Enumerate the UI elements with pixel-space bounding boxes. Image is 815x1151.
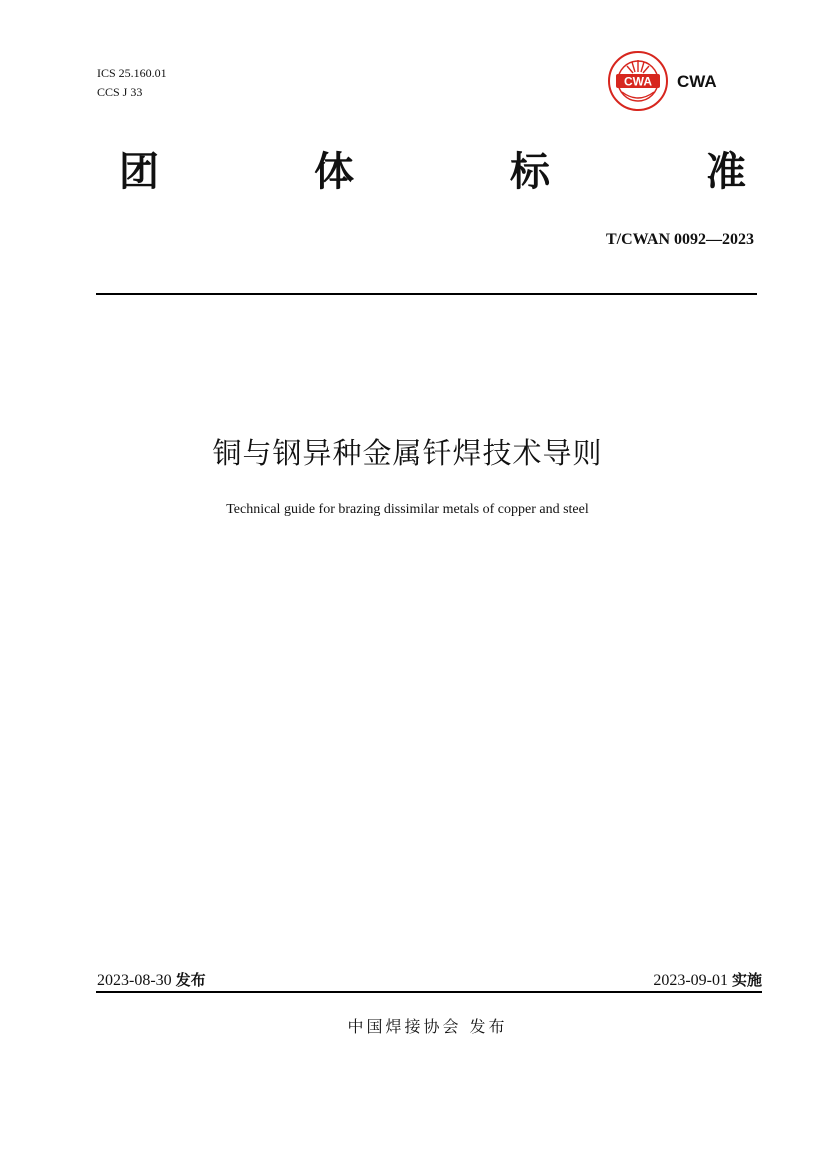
top-divider (96, 293, 757, 295)
publish-date-line (97, 969, 206, 990)
document-title-cn: 铜与钢异种金属钎焊技术导则 (212, 436, 603, 470)
standard-type-char: 标 (510, 149, 550, 195)
issuer-line (0, 1014, 815, 1037)
standard-type-char: 准 (706, 149, 746, 195)
issuer-name: 中国焊接协会 (347, 1017, 462, 1036)
implement-date-line (653, 969, 762, 990)
logo-text: CWA (677, 72, 717, 91)
document-title-en: Technical guide for brazing dissimilar metals of copper and steel (226, 502, 589, 517)
standard-type-char: 体 (314, 149, 354, 195)
publish-date: 2023-08-30 (97, 972, 172, 989)
standard-number: T/CWAN 0092—2023 (605, 231, 754, 248)
cwa-seal-logo-icon (606, 50, 672, 112)
classification-codes (97, 64, 167, 102)
implement-label: 实施 (731, 971, 762, 989)
issuer-label: 发布 (469, 1017, 508, 1036)
ics-code: ICS 25.160.01 (97, 66, 167, 80)
ccs-code: CCS J 33 (97, 85, 143, 99)
standard-type-heading (0, 147, 815, 197)
standard-type-char: 团 (119, 149, 159, 195)
implement-date: 2023-09-01 (653, 972, 728, 989)
bottom-divider (96, 991, 762, 993)
cwa-logo (606, 50, 724, 112)
logo-seal-ring-text (606, 50, 607, 51)
svg-text:CWA: CWA (624, 74, 652, 89)
publish-label: 发布 (175, 971, 206, 989)
